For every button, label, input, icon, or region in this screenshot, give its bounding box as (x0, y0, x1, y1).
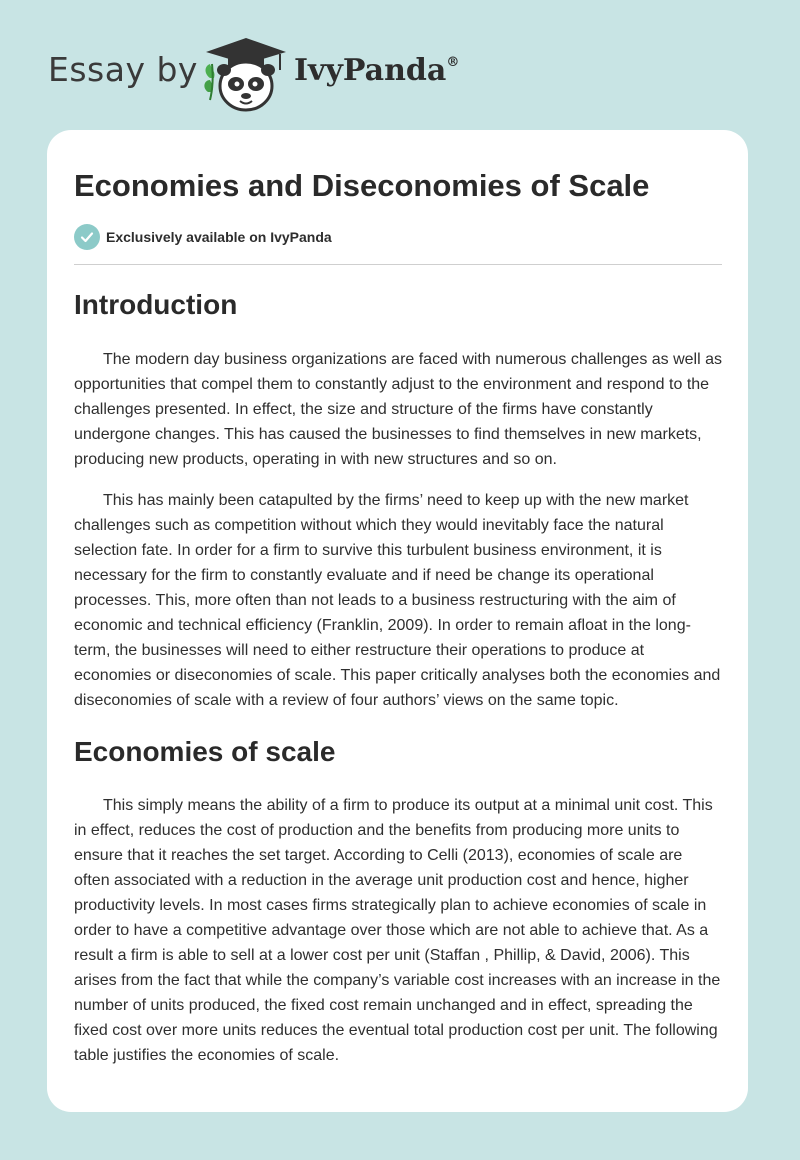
site-header (0, 0, 800, 130)
exclusive-badge (74, 224, 722, 250)
divider (74, 264, 722, 265)
page-title: Economies and Diseconomies of Scale (74, 168, 650, 203)
brand-name[interactable] (294, 53, 459, 88)
paragraph: The modern day business organizations are faced with numerous challenges as well as opportunities that compel them to constantly adjust to the environment and respond to the challenges presented. In effect, the size and structure of the firms have constantly undergone changes. This has caused the businesses to find themselves in new markets, producing new products, operating in with new structures and so on. (74, 351, 723, 468)
checkmark-icon (74, 224, 100, 250)
exclusive-badge-label: Exclusively available on IvyPanda (106, 229, 332, 245)
ivypanda-logo-icon[interactable] (200, 34, 292, 114)
section-heading-introduction: Introduction (74, 289, 238, 320)
brand-text: IvyPanda (294, 53, 447, 88)
paragraph: This has mainly been catapulted by the firms’ need to keep up with the new market challenges such as competition without which they would inevitably face the natural selection fate. In order for a firm to survive this turbulent business environment, it is necessary for the firm to constantly evaluate and if need be change its operational processes. This, more often than not leads to a business restructuring with the aim of economic and technical efficiency (Franklin, 2009). In order to remain afloat in the long-term, the businesses will need to either restructure their operations to produce at economies or diseconomies of scale. This paper critically analyses both the economies and diseconomies of scale with a review of four authors’ views on the same topic. (74, 492, 721, 709)
essay-card (47, 130, 748, 1112)
paragraph: This simply means the ability of a firm to produce its output at a minimal unit cost. This in effect, reduces the cost of production and the benefits from producing more units to ensure that it reaches the set target. According to Celli (2013), economies of scale are often associated with a reduction in the average unit production cost and hence, higher productivity levels. In most cases firms strategically plan to achieve economies of scale in order to have a competitive advantage over those which are not able to achieve that. As a result a firm is able to sell at a lower cost per unit (Staffan , Phillip, & David, 2006). This arises from the fact that while the company’s variable cost increases with an increase in the number of units produced, the fixed cost remain unchanged and in effect, spreading the fixed cost over more units reduces the eventual total production cost per unit. The following table justifies the economies of scale. (74, 797, 721, 1064)
registered-mark: ® (446, 55, 460, 70)
section-heading-economies-of-scale: Economies of scale (74, 736, 336, 767)
essay-by-label: Essay by (48, 50, 198, 89)
